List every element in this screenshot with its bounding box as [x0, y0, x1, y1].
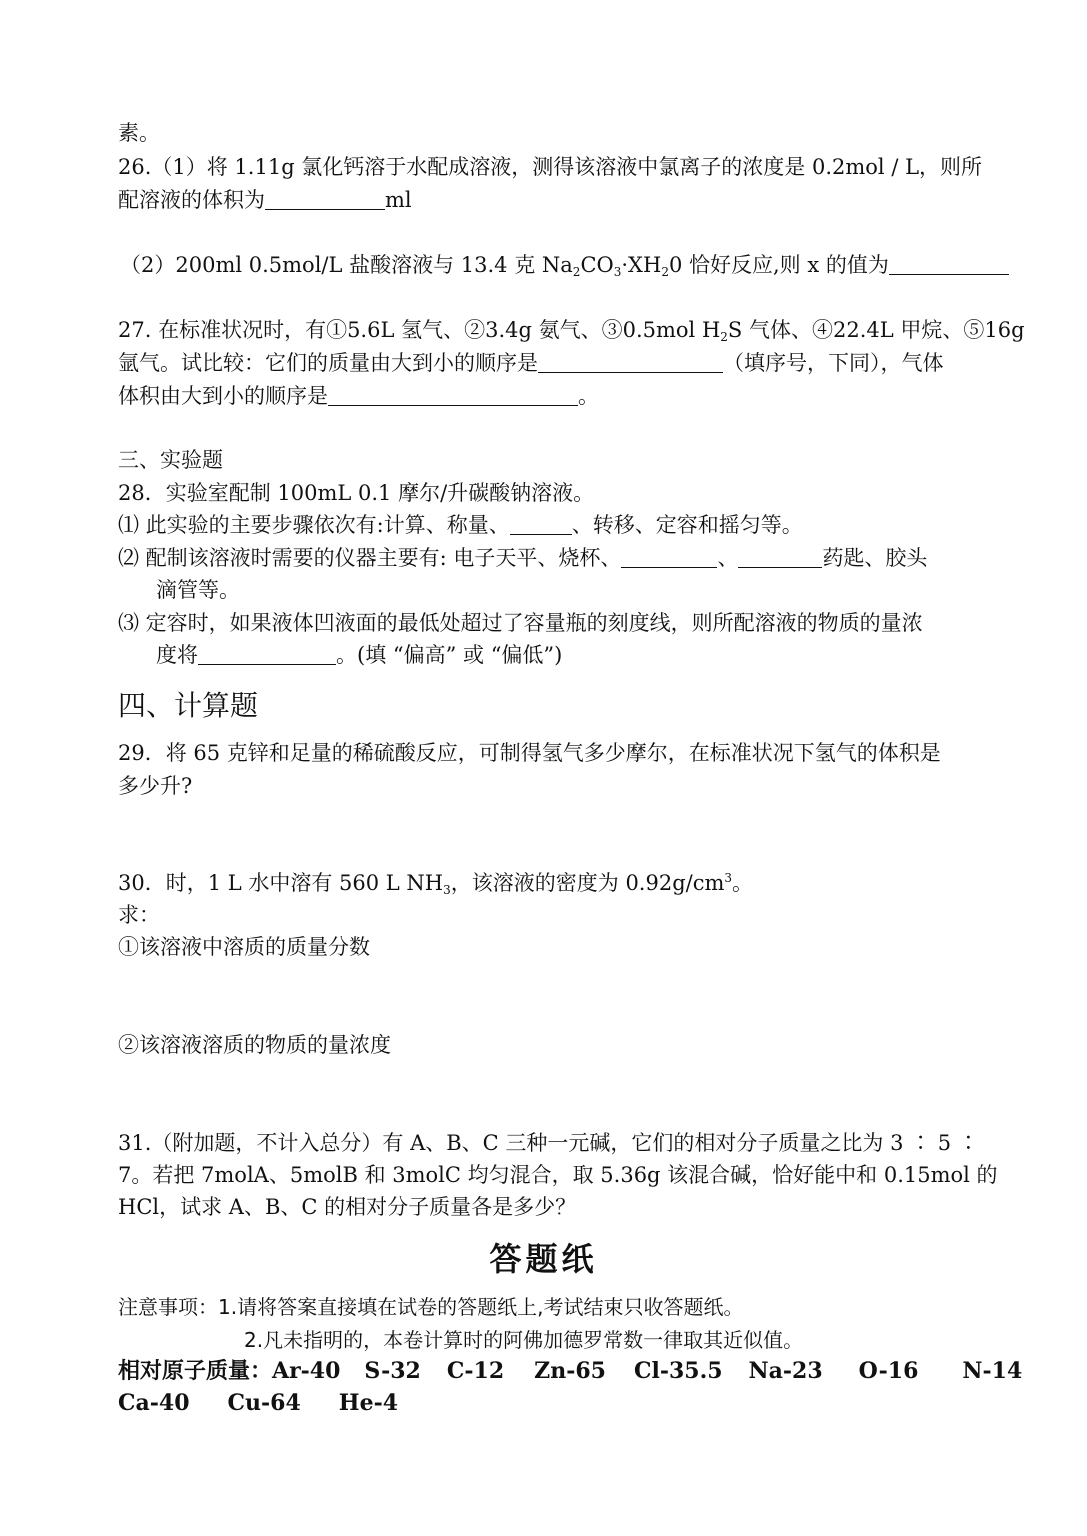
notice-item-1: 1.请将答案直接填在试卷的答题纸上,考试结束只收答题纸。 [218, 1295, 744, 1319]
mass-ca: Ca-40 [118, 1390, 190, 1416]
q28-step3-line2 [156, 640, 562, 670]
q30-text: 30．时，1 L 水中溶有 560 L NH [118, 871, 444, 895]
atomic-mass-row2 [118, 1388, 398, 1418]
atomic-mass-label: 相对原子质量： [118, 1359, 273, 1384]
q28-step3-line1: ⑶ 定容时，如果液体凹液面的最低处超过了容量瓶的刻度线，则所配溶液的物质的量浓 [118, 611, 923, 635]
mass-cl: Cl-35.5 [633, 1358, 723, 1384]
q28-step2-cont: 滴管等。 [156, 578, 240, 602]
q27-line3 [118, 381, 599, 411]
q27-mass-order-blank[interactable] [538, 350, 723, 373]
atomic-mass-row1 [118, 1356, 1022, 1387]
q31-line3: HCl，试求 A、B、C 的相对分子质量各是多少？ [118, 1195, 577, 1219]
q30-text: 。 [732, 871, 754, 895]
q26-part1-line2 [118, 185, 412, 215]
mass-cu: Cu-64 [227, 1390, 301, 1416]
q27-text: （填序号，下同），气体 [723, 351, 944, 375]
section3-heading: 三、实验题 [118, 448, 223, 472]
q31-line1: 31.（附加题，不计入总分）有 A、B、C 三种一元碱，它们的相对分子质量之比为 3 ∶ 5 ∶ [118, 1131, 979, 1155]
q28-text: 度将 [156, 643, 198, 667]
q27-text: 氩气。试比较：它们的质量由大到小的顺序是 [118, 351, 538, 375]
q28-stem: 28．实验室配制 100mL 0.1 摩尔/升碳酸钠溶液。 [118, 481, 595, 505]
q28-step2 [118, 543, 927, 573]
q27-volume-order-blank[interactable] [328, 383, 578, 406]
q30-ask: 求： [118, 903, 160, 927]
q28-concentration-blank[interactable] [198, 642, 336, 665]
superscript: 3 [724, 871, 733, 885]
q27-text: 27. 在标准状况时，有①5.6L 氢气、②3.4g 氨气、③0.5mol H [118, 318, 721, 342]
q26-part2-text-end: 0 恰好反应,则 x 的值为 [668, 253, 889, 277]
q26-part1-line1: 26.（1）将 1.11g 氯化钙溶于水配成溶液，测得该溶液中氯离子的浓度是 0.2mol / L，则所 [118, 155, 983, 179]
q28-step-blank[interactable] [510, 512, 572, 535]
q26-volume-blank[interactable] [265, 187, 385, 210]
q28-instrument-blank-2[interactable] [738, 545, 822, 568]
q26-x-blank[interactable] [889, 252, 1009, 275]
q30-part1: ①该溶液中溶质的质量分数 [118, 935, 370, 959]
q30-text: ，该溶液的密度为 0.92g/cm [450, 871, 725, 895]
q28-text: 、转移、定容和摇匀等。 [571, 513, 803, 537]
q28-text: 、 [717, 546, 739, 570]
q25-tail: 素。 [118, 121, 160, 145]
q28-text: ⑴ 此实验的主要步骤依次有:计算、称量、 [118, 513, 510, 537]
q31-line2: 7。若把 7molA、5molB 和 3molC 均匀混合，取 5.36g 该混合碱，恰好能中和 0.15mol 的 [118, 1163, 998, 1187]
q27-text: 。 [578, 384, 599, 408]
q27-line2 [118, 348, 944, 378]
mass-s: S-32 [364, 1358, 421, 1384]
mass-n: N-14 [962, 1358, 1023, 1384]
subscript: 2 [572, 265, 581, 279]
notice-item-2: 2.凡未指明的，本卷计算时的阿佛加德罗常数一律取其近似值。 [244, 1328, 804, 1352]
mass-he: He-4 [338, 1390, 399, 1416]
q26-part1-text: 配溶液的体积为 [118, 188, 265, 212]
q29-line1: 29．将 65 克锌和足量的稀硫酸反应，可制得氢气多少摩尔，在标准状况下氢气的体积是 [118, 741, 941, 765]
formula-part: ·XH [621, 253, 662, 277]
notice-line1 [118, 1292, 743, 1322]
q27-line1 [118, 315, 1025, 345]
q27-text: S 气体、④22.4L 甲烷、⑤16g [727, 318, 1025, 342]
subscript: 2 [661, 265, 669, 279]
q30-part2: ②该溶液溶质的物质的量浓度 [118, 1033, 391, 1057]
notice-label: 注意事项： [118, 1295, 218, 1319]
subscript: 2 [720, 330, 728, 344]
mass-c: C-12 [446, 1358, 505, 1384]
q26-unit: ml [385, 188, 412, 212]
mass-zn: Zn-65 [534, 1358, 606, 1384]
q28-text: 药匙、胶头 [822, 546, 928, 570]
subscript: 3 [613, 265, 622, 279]
answer-sheet-title: 答题纸 [489, 1240, 598, 1278]
q28-text: ⑵ 配制该溶液时需要的仪器主要有: 电子天平、烧杯、 [118, 546, 622, 570]
mass-ar: Ar-40 [272, 1358, 341, 1384]
q30-line1 [118, 868, 753, 898]
q28-instrument-blank-1[interactable] [621, 545, 717, 568]
q26-part2-text: （2）200ml 0.5mol/L 盐酸溶液与 13.4 克 Na [120, 253, 573, 277]
q26-part2-line [120, 250, 1009, 280]
mass-o: O-16 [858, 1358, 919, 1384]
mass-na: Na-23 [748, 1358, 823, 1384]
q29-line2: 多少升? [118, 774, 193, 798]
q28-text: 。(填 “偏高” 或 “偏低”) [336, 643, 563, 667]
q27-text: 体积由大到小的顺序是 [118, 384, 328, 408]
q28-step1 [118, 510, 803, 540]
section4-heading: 四、计算题 [118, 689, 259, 722]
subscript: 3 [443, 883, 451, 897]
formula-part: CO [580, 253, 614, 277]
